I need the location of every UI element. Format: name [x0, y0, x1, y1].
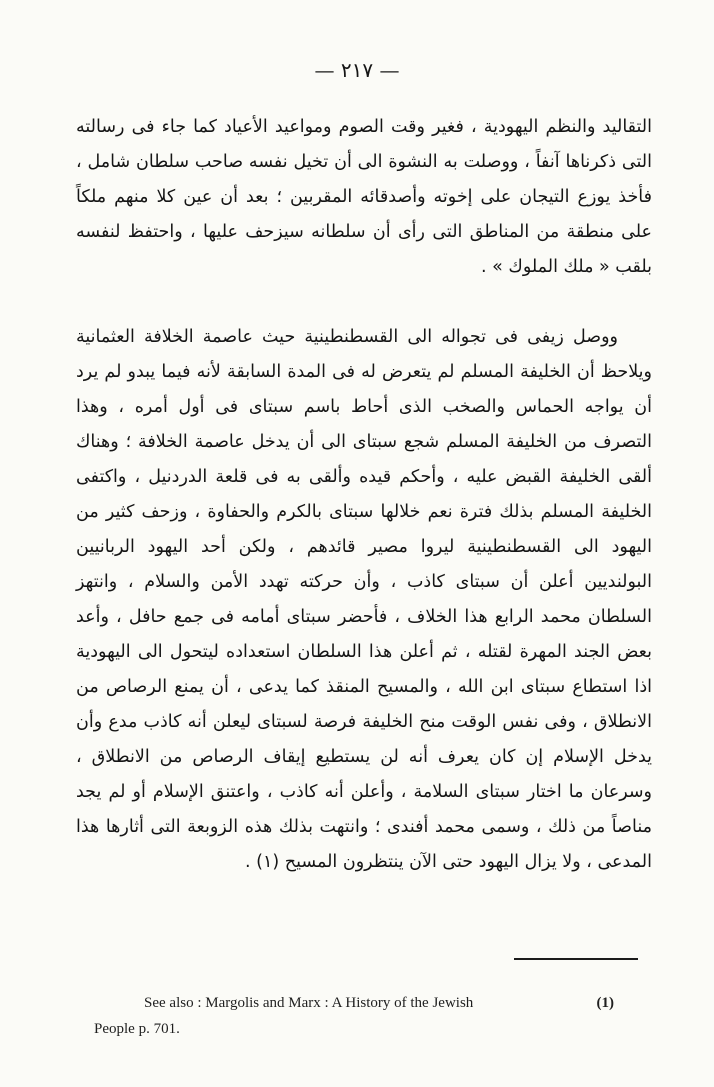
- body-text: [76, 110, 652, 880]
- footnote-line-2: People p. 701.: [94, 1021, 180, 1037]
- footnote-divider: [514, 958, 638, 960]
- paragraph-1: التقاليد والنظم اليهودية ، فغير وقت الصوم ومواعيد الأعياد كما جاء فى رسالته التى ذكرناها آنفاً ، ووصلت به النشوة الى أن تخيل نفسه صاحب سلطان شامل ، فأخذ يوزع التيجان على إخوته وأصدقائه المقربين ؛ بعد أن عين كلا منهم ملكاً على منطقة من المناطق التى رأى أن سلطانه سيزحف عليها ، واحتفظ لنفسه بلقب « ملك الملوك » .: [76, 117, 652, 277]
- footnote-marker: (1): [596, 995, 614, 1011]
- page-number: — ٢١٧ —: [314, 58, 400, 82]
- footnote: [94, 990, 614, 1042]
- footnote-line-1: [94, 990, 614, 1016]
- footnote-citation: See also : Margolis and Marx : A History of the Jewish: [144, 995, 474, 1011]
- paragraph-2: ووصل زيفى فى تجواله الى القسطنطينية حيث عاصمة الخلافة العثمانية ويلاحظ أن الخليفة المسلم لم يتعرض له فى المدة السابقة لأنه فيما يبدو لم يرد أن يواجه الحماس والصخب الذى أحاط باسم سبتاى فى أول أمره ، وهذا التصرف من الخليفة المسلم شجع سبتاى الى أن يدخل عاصمة الخلافة ؛ وهناك ألقى الخليفة القبض عليه ، وأحكم قيده وألقى به فى قلعة الدردنيل ، واكتفى الخليفة المسلم بذلك فترة نعم خلالها سبتاى بالكرم والحفاوة ، وزحف كثير من اليهود الى القسطنطينية ليروا مصير قائدهم ، ولكن أحد اليهود الربانيين البولنديين أعلن أن سبتاى كاذب ، وأن حركته تهدد الأمن والسلام ، وانتهز السلطان محمد الرابع هذا الخلاف ، فأحضر سبتاى أمامه فى جمع حافل ، وأعد بعض الجند المهرة لقتله ، ثم أعلن هذا السلطان استعداده ليتحول الى اليهودية اذا استطاع سبتاى ابن الله ، والمسيح المنقذ كما يدعى ، أن يمنع الرصاص من الانطلاق ، وفى نفس الوقت منح الخليفة فرصة لسبتاى ليعلن أنه كاذب مدع وأن يدخل الإسلام إن كان يعرف أنه لن يستطيع إيقاف الرصاص من الانطلاق ، وسرعان ما اختار سبتاى السلامة ، وأعلن أنه كاذب ، واعتنق الإسلام أو لم يجد مناصاً من ذلك ، وسمى محمد أفندى ؛ وانتهت بذلك هذه الزوبعة التى أثارها هذا المدعى ، ولا يزال اليهود حتى الآن ينتظرون المسيح (١) .: [76, 327, 652, 872]
